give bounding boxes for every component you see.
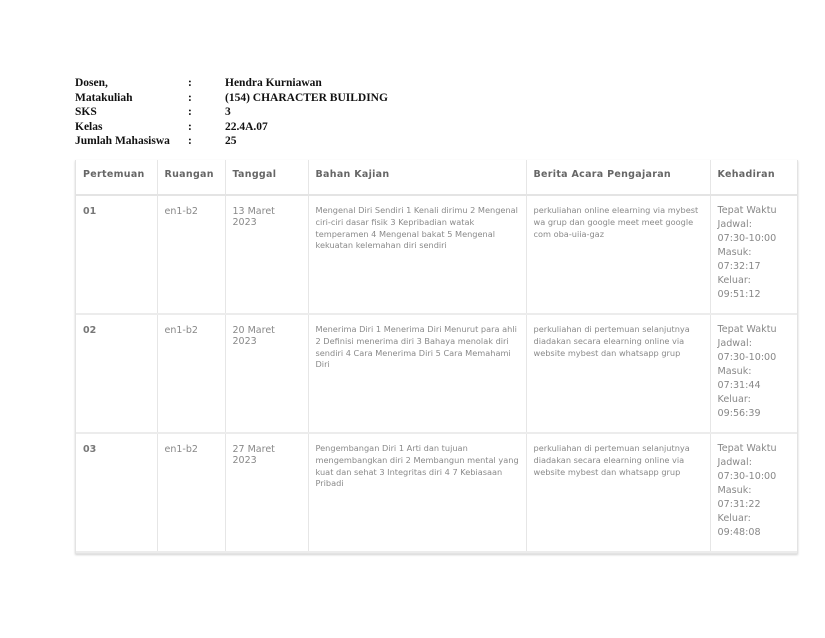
kehadiran-status: Tepat Waktu <box>717 205 777 216</box>
kehadiran-masuk-value: 07:31:22 <box>717 499 761 510</box>
kehadiran-keluar-label: Keluar: <box>717 513 751 524</box>
info-colon: : <box>188 106 192 118</box>
cell-kehadiran <box>710 433 797 552</box>
info-value: 22.4A.07 <box>225 120 268 133</box>
info-label: Matakuliah <box>75 91 133 104</box>
header-kehadiran: Kehadiran <box>710 160 797 195</box>
header-ruangan: Ruangan <box>157 160 225 195</box>
info-value: 3 <box>225 106 231 118</box>
kehadiran-keluar-value: 09:56:39 <box>717 408 761 419</box>
table-row <box>76 314 797 433</box>
kehadiran-status: Tepat Waktu <box>717 324 777 335</box>
kehadiran-jadwal-label: Jadwal: <box>717 338 752 349</box>
table-row <box>76 195 797 314</box>
kehadiran-jadwal-label: Jadwal: <box>717 457 752 468</box>
info-colon: : <box>188 77 192 89</box>
cell-bahan-kajian: Pengembangan Diri 1 Arti dan tujuan mengembangkan diri 2 Membangun mental yang kuat dan sehat 3 Integritas diri 4 7 Kebiasaan Pribadi <box>308 433 526 552</box>
info-row-kelas <box>75 120 388 135</box>
cell-pertemuan: 01 <box>76 195 157 314</box>
info-row-matakuliah <box>75 91 388 106</box>
kehadiran-masuk-label: Masuk: <box>717 485 752 496</box>
kehadiran-jadwal-value: 07:30-10:00 <box>717 233 777 244</box>
kehadiran-status: Tepat Waktu <box>717 443 777 454</box>
header-berita-acara: Berita Acara Pengajaran <box>526 160 710 195</box>
kehadiran-keluar-value: 09:48:08 <box>717 527 761 538</box>
info-label: SKS <box>75 106 97 118</box>
cell-bahan-kajian: Mengenal Diri Sendiri 1 Kenali dirimu 2 Mengenal ciri-ciri dasar fisik 3 Kepribadian watak temperamen 4 Mengenal bakat 5 Mengenal kekuatan kelemahan diri sendiri <box>308 195 526 314</box>
kehadiran-jadwal-label: Jadwal: <box>717 219 752 230</box>
kehadiran-jadwal-value: 07:30-10:00 <box>717 352 777 363</box>
cell-kehadiran <box>710 314 797 433</box>
kehadiran-keluar-label: Keluar: <box>717 394 751 405</box>
kehadiran-masuk-value: 07:31:44 <box>717 380 761 391</box>
cell-bahan-kajian: Menerima Diri 1 Menerima Diri Menurut para ahli 2 Definisi menerima diri 3 Bahaya menolak diri sendiri 4 Cara Menerima Diri 5 Cara Memahami Diri <box>308 314 526 433</box>
kehadiran-keluar-value: 09:51:12 <box>717 289 761 300</box>
cell-tanggal: 20 Maret 2023 <box>225 314 308 433</box>
cell-pertemuan: 03 <box>76 433 157 552</box>
kehadiran-masuk-value: 07:32:17 <box>717 261 761 272</box>
info-colon: : <box>188 120 192 133</box>
info-label: Kelas <box>75 120 103 133</box>
attendance-table-container <box>75 160 798 554</box>
course-info <box>75 76 388 149</box>
info-row-sks <box>75 105 388 120</box>
info-label: Dosen, <box>75 77 108 89</box>
header-bahan-kajian: Bahan Kajian <box>308 160 526 195</box>
info-value: (154) CHARACTER BUILDING <box>225 91 388 104</box>
attendance-table <box>76 160 797 553</box>
info-value: 25 <box>225 135 237 147</box>
header-tanggal: Tanggal <box>225 160 308 195</box>
kehadiran-keluar-label: Keluar: <box>717 275 751 286</box>
cell-berita-acara: perkuliahan di pertemuan selanjutnya diadakan secara elearning online via website mybest dan whatsapp grup <box>526 433 710 552</box>
cell-berita-acara: perkuliahan online elearning via mybest wa grup dan google meet meet google com oba-uiia-gaz <box>526 195 710 314</box>
kehadiran-jadwal-value: 07:30-10:00 <box>717 471 777 482</box>
cell-tanggal: 13 Maret 2023 <box>225 195 308 314</box>
cell-berita-acara: perkuliahan di pertemuan selanjutnya diadakan secara elearning online via website mybest dan whatsapp grup <box>526 314 710 433</box>
cell-tanggal: 27 Maret 2023 <box>225 433 308 552</box>
info-colon: : <box>188 135 192 147</box>
header-pertemuan: Pertemuan <box>76 160 157 195</box>
cell-pertemuan: 02 <box>76 314 157 433</box>
cell-ruangan: en1-b2 <box>157 195 225 314</box>
kehadiran-masuk-label: Masuk: <box>717 366 752 377</box>
kehadiran-masuk-label: Masuk: <box>717 247 752 258</box>
info-value: Hendra Kurniawan <box>225 77 322 89</box>
info-colon: : <box>188 91 192 104</box>
table-row <box>76 433 797 552</box>
info-row-dosen <box>75 76 388 91</box>
info-label: Jumlah Mahasiswa <box>75 135 170 147</box>
cell-kehadiran <box>710 195 797 314</box>
table-header-row <box>76 160 797 195</box>
cell-ruangan: en1-b2 <box>157 433 225 552</box>
info-row-jumlah-mahasiswa <box>75 134 388 149</box>
cell-ruangan: en1-b2 <box>157 314 225 433</box>
